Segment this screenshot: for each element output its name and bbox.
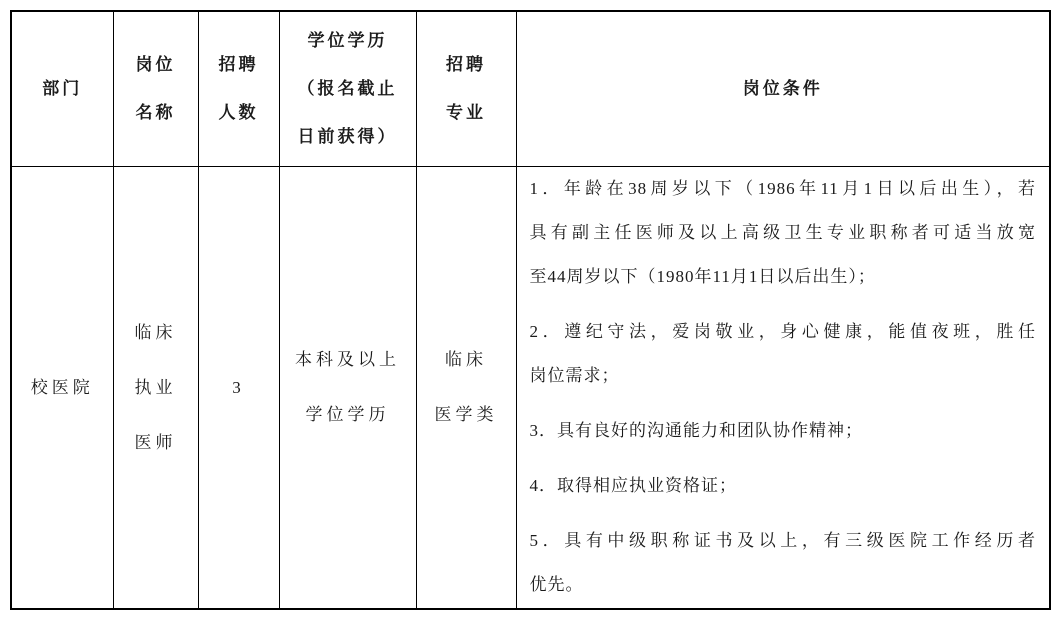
cell-requirements [516, 166, 1050, 609]
headcount-value: 3 [232, 377, 245, 397]
cell-headcount [198, 166, 279, 609]
cell-degree [279, 166, 416, 609]
cell-position [113, 166, 198, 609]
requirement-item-2 [530, 310, 1037, 398]
header-label-department: 部门 [42, 78, 83, 98]
requirement-item-1 [530, 167, 1037, 299]
requirement-3-line1: 3．具有良好的沟通能力和团队协作精神； [529, 420, 863, 440]
header-label-degree-line2: （报名截止 [297, 78, 398, 98]
header-label-headcount-line1: 招聘 [218, 54, 259, 74]
position-value-line2: 执业 [134, 377, 177, 397]
requirement-1-line1: 1．年龄在38周岁以下（1986年11月1日以后出生），若 [529, 178, 1036, 198]
header-label-degree-line1: 学位学历 [307, 30, 388, 50]
requirement-1-line2: 具有副主任医师及以上高级卫生专业职称者可适当放宽 [529, 222, 1036, 242]
position-value-line1: 临床 [134, 322, 177, 342]
data-row [11, 166, 1050, 609]
requirement-5-line1: 5．具有中级职称证书及以上，有三级医院工作经历者 [529, 530, 1036, 550]
header-cell-major [416, 11, 516, 166]
requirement-5-line2: 优先。 [529, 574, 584, 594]
header-label-degree-line3: 日前获得） [297, 126, 398, 146]
degree-value-line2: 学位学历 [305, 405, 390, 425]
header-cell-position [113, 11, 198, 166]
requirement-item-5 [530, 519, 1037, 607]
header-cell-degree [279, 11, 416, 166]
recruitment-table [10, 10, 1051, 610]
cell-department [11, 166, 113, 609]
position-value-line3: 医师 [134, 432, 177, 452]
requirement-1-line3: 至44周岁以下（1980年11月1日以后出生）； [529, 266, 876, 286]
requirement-item-3 [530, 409, 1037, 453]
header-label-position-line1: 岗位 [135, 54, 176, 74]
department-value: 校医院 [30, 377, 94, 397]
requirement-2-line2: 岗位需求； [529, 365, 620, 385]
header-label-major-line1: 招聘 [446, 54, 486, 74]
degree-value-line1: 本科及以上 [295, 350, 400, 370]
header-label-major-line2: 专业 [446, 102, 486, 122]
header-cell-headcount [198, 11, 279, 166]
requirement-2-line1: 2．遵纪守法，爱岗敬业，身心健康，能值夜班，胜任 [529, 321, 1036, 341]
header-cell-department [11, 11, 113, 166]
header-label-headcount-line2: 人数 [218, 102, 259, 122]
major-value-line2: 医学类 [434, 405, 498, 425]
header-label-requirements: 岗位条件 [742, 78, 823, 98]
header-row [11, 11, 1050, 166]
requirement-item-4 [530, 464, 1037, 508]
header-label-position-line2: 名称 [135, 102, 176, 122]
header-cell-requirements [516, 11, 1050, 166]
cell-major [416, 166, 516, 609]
requirement-4-line1: 4．取得相应执业资格证； [529, 475, 737, 495]
major-value-line1: 临床 [445, 350, 487, 370]
